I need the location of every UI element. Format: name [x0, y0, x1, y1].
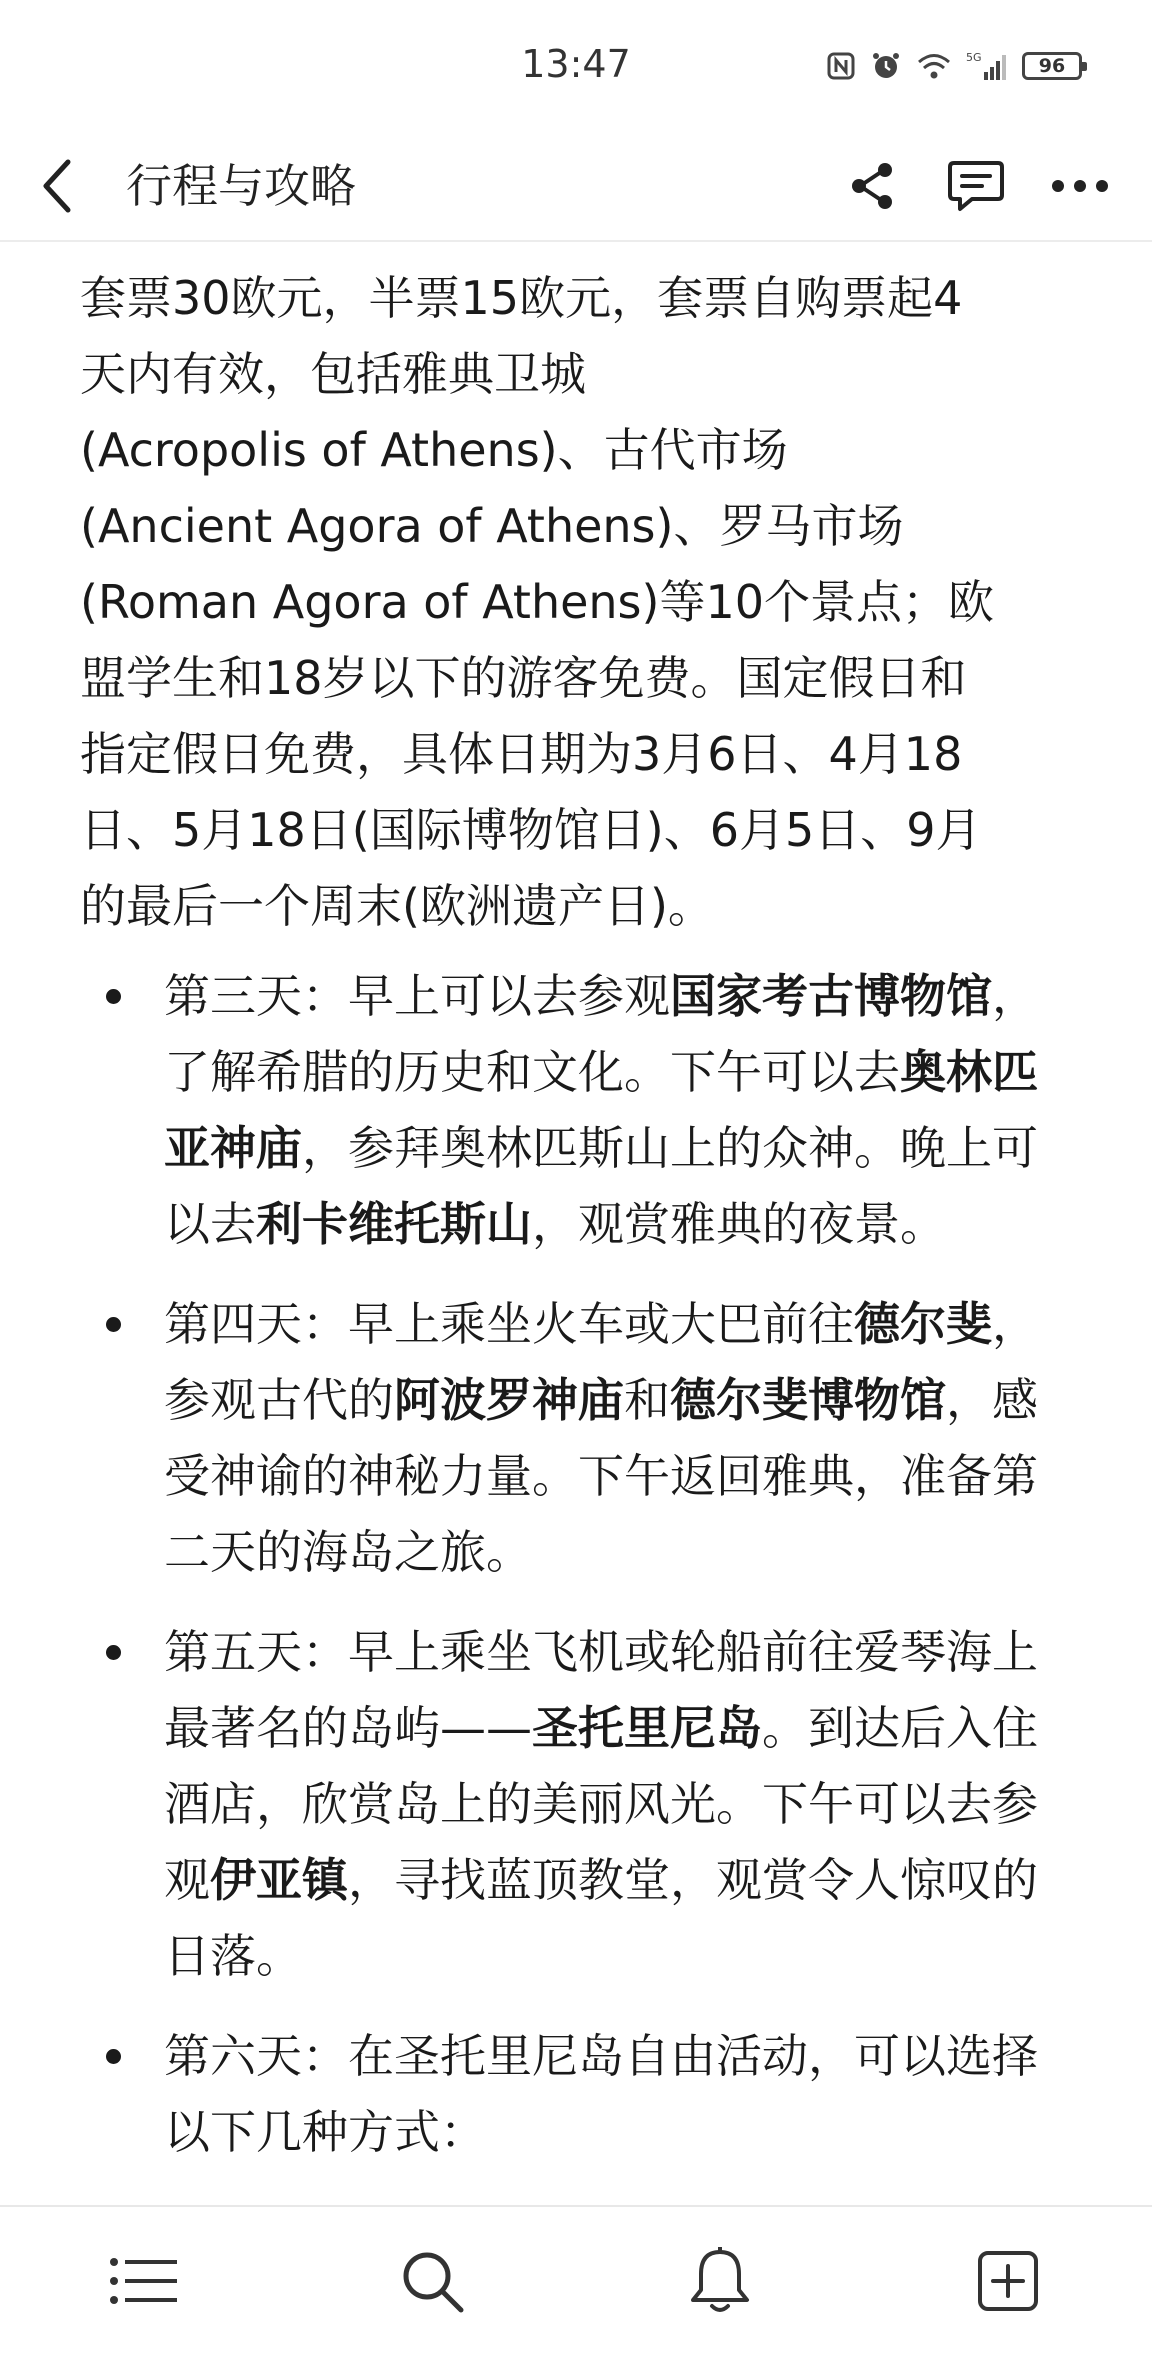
bullet-dot	[106, 1645, 121, 1660]
paragraph-line: (Acropolis of Athens)、古代市场	[80, 423, 788, 477]
share-icon	[846, 160, 898, 212]
item-text: 第五天：早上乘坐飞机或轮船前往爱琴海上最著名的岛屿——	[164, 1625, 1038, 1755]
item-text: 第四天：早上乘坐火车或大巴前往	[164, 1297, 854, 1351]
list-icon	[109, 2256, 179, 2306]
battery-level: 96	[1038, 55, 1066, 77]
paragraph-line: (Ancient Agora of Athens)、罗马市场	[80, 499, 904, 553]
bullet-dot	[106, 1317, 121, 1332]
paragraph-line: 指定假日免费，具体日期为3月6日、4月18	[80, 727, 963, 781]
signal-icon	[966, 50, 1008, 82]
itinerary-item	[80, 958, 1070, 1262]
back-button[interactable]	[28, 152, 88, 220]
highlight-place: 伊亚镇	[210, 1853, 348, 1907]
highlight-place: 国家考古博物馆	[670, 969, 992, 1023]
app-header	[0, 130, 1152, 242]
ticket-info-paragraph	[80, 260, 1070, 944]
back-icon	[38, 158, 78, 214]
item-text: ，参观古代的	[164, 1297, 1038, 1427]
bullet-dot	[106, 989, 121, 1004]
highlight-place: 阿波罗神庙	[394, 1373, 624, 1427]
itinerary-item	[80, 1286, 1070, 1590]
outline-button[interactable]	[104, 2241, 184, 2321]
itinerary-item	[80, 2018, 1070, 2170]
highlight-place: 德尔斐博物馆	[670, 1373, 946, 1427]
item-text: ，寻找蓝顶教堂，观赏令人惊叹的日落。	[164, 1853, 1038, 1983]
bottom-toolbar	[0, 2205, 1152, 2376]
item-text: 第三天：早上可以去参观	[164, 969, 670, 1023]
status-icons	[826, 46, 1082, 86]
bell-icon	[689, 2246, 751, 2316]
search-button[interactable]	[392, 2241, 472, 2321]
nfc-icon	[826, 51, 856, 81]
paragraph-line: 盟学生和18岁以下的游客免费。国定假日和	[80, 651, 967, 705]
highlight-place: 德尔斐	[854, 1297, 992, 1351]
add-button[interactable]	[968, 2241, 1048, 2321]
paragraph-line: 天内有效，包括雅典卫城	[80, 347, 586, 401]
paragraph-line: 的最后一个周末(欧洲遗产日)。	[80, 879, 714, 933]
highlight-place: 奥林匹亚神庙	[164, 1045, 1038, 1175]
comment-icon	[946, 157, 1006, 215]
more-button[interactable]	[1048, 154, 1112, 218]
paragraph-line: 日、5月18日(国际博物馆日)、6月5日、9月	[80, 803, 982, 857]
bullet-dot	[106, 2049, 121, 2064]
item-text: 和	[624, 1373, 670, 1427]
header-actions	[840, 152, 1112, 220]
comment-button[interactable]	[944, 154, 1008, 218]
highlight-place: 利卡维托斯山	[256, 1197, 532, 1251]
item-text: ，观赏雅典的夜景。	[532, 1197, 946, 1251]
share-button[interactable]	[840, 154, 904, 218]
status-time: 13:47	[521, 42, 631, 86]
itinerary-item	[80, 1614, 1070, 1994]
paragraph-line: (Roman Agora of Athens)等10个景点；欧	[80, 575, 995, 629]
search-icon	[399, 2248, 465, 2314]
wifi-icon	[916, 51, 952, 81]
item-text: ，了解希腊的历史和文化。下午可以去	[164, 969, 1038, 1099]
status-bar	[0, 0, 1152, 130]
notification-button[interactable]	[680, 2241, 760, 2321]
network-label: 5G	[966, 51, 982, 64]
item-text: 第六天：在圣托里尼岛自由活动，可以选择以下几种方式：	[164, 2029, 1038, 2159]
item-text: 。到达后入住酒店，欣赏岛上的美丽风光。下午可以去参观	[164, 1701, 1038, 1907]
add-icon	[977, 2250, 1039, 2312]
item-text: ，感受神谕的神秘力量。下午返回雅典，准备第二天的海岛之旅。	[164, 1373, 1038, 1579]
page-title: 行程与攻略	[126, 159, 356, 213]
itinerary-list	[80, 958, 1070, 2194]
article-content	[0, 242, 1152, 2205]
paragraph-line: 套票30欧元，半票15欧元，套票自购票起4	[80, 271, 963, 325]
battery-icon	[1022, 52, 1082, 80]
more-icon	[1050, 178, 1110, 194]
item-text: ，参拜奥林匹斯山上的众神。晚上可以去	[164, 1121, 1038, 1251]
highlight-place: 圣托里尼岛	[532, 1701, 762, 1755]
alarm-icon	[870, 50, 902, 82]
